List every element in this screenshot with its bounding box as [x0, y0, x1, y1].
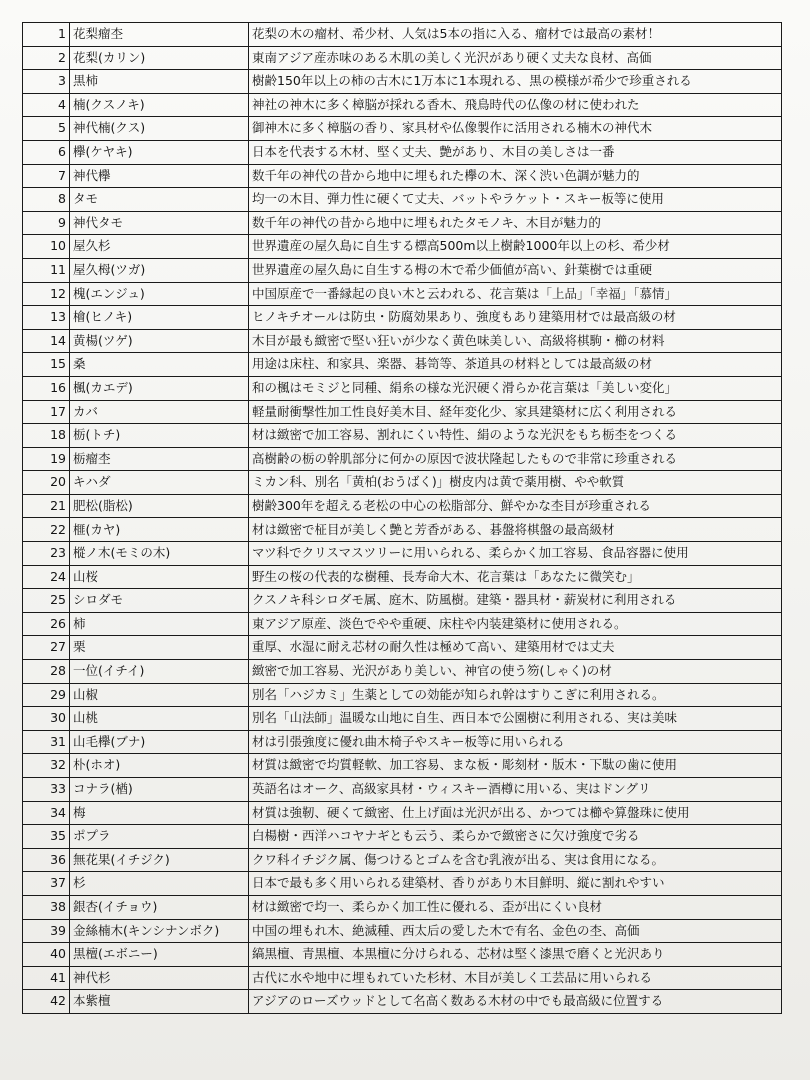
- table-row: [23, 471, 782, 495]
- table-row: [23, 730, 782, 754]
- wood-name: 花梨瘤杢: [70, 23, 249, 47]
- table-row: [23, 164, 782, 188]
- row-number: 19: [23, 447, 70, 471]
- table-row: [23, 683, 782, 707]
- wood-name: 杉: [70, 872, 249, 896]
- wood-description: 世界遺産の屋久島に自生する標高500m以上樹齢1000年以上の杉、希少材: [249, 235, 782, 259]
- row-number: 9: [23, 211, 70, 235]
- wood-description: 材は緻密で均一、柔らかく加工性に優れる、歪が出にくい良材: [249, 895, 782, 919]
- wood-description: 古代に水や地中に埋もれていた杉材、木目が美しく工芸品に用いられる: [249, 966, 782, 990]
- row-number: 28: [23, 660, 70, 684]
- wood-name: 樅ノ木(モミの木): [70, 542, 249, 566]
- table-row: [23, 518, 782, 542]
- wood-description: 用途は床柱、和家具、楽器、碁笥等、茶道具の材料としては最高級の材: [249, 353, 782, 377]
- row-number: 2: [23, 46, 70, 70]
- wood-name: 花梨(カリン): [70, 46, 249, 70]
- table-row: [23, 447, 782, 471]
- row-number: 29: [23, 683, 70, 707]
- table-row: [23, 754, 782, 778]
- table-row: [23, 943, 782, 967]
- row-number: 42: [23, 990, 70, 1014]
- row-number: 13: [23, 306, 70, 330]
- wood-description: 緻密で加工容易、光沢があり美しい、神官の使う笏(しゃく)の材: [249, 660, 782, 684]
- table-row: [23, 211, 782, 235]
- table-row: [23, 872, 782, 896]
- table-row: [23, 258, 782, 282]
- table-row: [23, 707, 782, 731]
- table-row: [23, 46, 782, 70]
- row-number: 26: [23, 612, 70, 636]
- row-number: 31: [23, 730, 70, 754]
- wood-name: 黒檀(エボニー): [70, 943, 249, 967]
- wood-description: 別名「山法師」温暖な山地に自生、西日本で公園樹に利用される、実は美味: [249, 707, 782, 731]
- row-number: 1: [23, 23, 70, 47]
- table-row: [23, 589, 782, 613]
- row-number: 24: [23, 565, 70, 589]
- wood-name: 黒柿: [70, 70, 249, 94]
- table-row: [23, 612, 782, 636]
- wood-description: ミカン科、別名「黄柏(おうばく)」樹皮内は黄で薬用樹、やや軟質: [249, 471, 782, 495]
- wood-description: 軽量耐衝撃性加工性良好美木目、経年変化少、家具建築材に広く利用される: [249, 400, 782, 424]
- row-number: 32: [23, 754, 70, 778]
- wood-description: 材は引張強度に優れ曲木椅子やスキー板等に用いられる: [249, 730, 782, 754]
- wood-description: 重厚、水湿に耐え芯材の耐久性は極めて高い、建築用材では丈夫: [249, 636, 782, 660]
- wood-name: キハダ: [70, 471, 249, 495]
- wood-description: 高樹齢の栃の幹肌部分に何かの原因で波状隆起したもので非常に珍重される: [249, 447, 782, 471]
- table-row: [23, 660, 782, 684]
- row-number: 35: [23, 825, 70, 849]
- table-row: [23, 282, 782, 306]
- wood-name: 栗: [70, 636, 249, 660]
- wood-description: 別名「ハジカミ」生薬としての効能が知られ幹はすりこぎに利用される。: [249, 683, 782, 707]
- table-row: [23, 376, 782, 400]
- wood-species-table: [22, 22, 782, 1014]
- row-number: 11: [23, 258, 70, 282]
- wood-name: 朴(ホオ): [70, 754, 249, 778]
- wood-description: 世界遺産の屋久島に自生する栂の木で希少価値が高い、針葉樹では重硬: [249, 258, 782, 282]
- wood-name: 山桜: [70, 565, 249, 589]
- wood-description: 日本で最も多く用いられる建築材、香りがあり木目鮮明、縦に割れやすい: [249, 872, 782, 896]
- table-row: [23, 895, 782, 919]
- wood-name: 楓(カエデ): [70, 376, 249, 400]
- wood-name: 黄楊(ツゲ): [70, 329, 249, 353]
- row-number: 14: [23, 329, 70, 353]
- wood-name: 梅: [70, 801, 249, 825]
- wood-name: 一位(イチイ): [70, 660, 249, 684]
- table-row: [23, 966, 782, 990]
- wood-description: 木目が最も緻密で堅い狂いが少なく黄色味美しい、高級将棋駒・櫛の材料: [249, 329, 782, 353]
- table-row: [23, 990, 782, 1014]
- wood-name: 屋久栂(ツガ): [70, 258, 249, 282]
- wood-name: 銀杏(イチョウ): [70, 895, 249, 919]
- row-number: 23: [23, 542, 70, 566]
- wood-name: 山桃: [70, 707, 249, 731]
- wood-description: 中国の埋もれ木、絶滅種、西太后の愛した木で有名、金色の杢、高価: [249, 919, 782, 943]
- table-row: [23, 801, 782, 825]
- wood-description: 野生の桜の代表的な樹種、長寿命大木、花言葉は「あなたに微笑む」: [249, 565, 782, 589]
- table-row: [23, 542, 782, 566]
- wood-name: 山毛欅(ブナ): [70, 730, 249, 754]
- table-row: [23, 400, 782, 424]
- wood-description: 白楊樹・西洋ハコヤナギとも云う、柔らかで緻密さに欠け強度で劣る: [249, 825, 782, 849]
- table-row: [23, 93, 782, 117]
- table-row: [23, 235, 782, 259]
- wood-description: クワ科イチジク属、傷つけるとゴムを含む乳液が出る、実は食用になる。: [249, 848, 782, 872]
- table-row: [23, 329, 782, 353]
- wood-name: 神代楠(クス): [70, 117, 249, 141]
- row-number: 30: [23, 707, 70, 731]
- table-row: [23, 778, 782, 802]
- wood-description: 均一の木目、弾力性に硬くて丈夫、バットやラケット・スキー板等に使用: [249, 188, 782, 212]
- table-row: [23, 140, 782, 164]
- wood-description: クスノキ科シロダモ属、庭木、防風樹。建築・器具材・薪炭材に利用される: [249, 589, 782, 613]
- wood-name: 栃(トチ): [70, 424, 249, 448]
- wood-name: 槐(エンジュ): [70, 282, 249, 306]
- row-number: 37: [23, 872, 70, 896]
- wood-name: 榧(カヤ): [70, 518, 249, 542]
- table-row: [23, 424, 782, 448]
- table-row: [23, 23, 782, 47]
- row-number: 12: [23, 282, 70, 306]
- table-row: [23, 306, 782, 330]
- wood-name: 山椒: [70, 683, 249, 707]
- row-number: 5: [23, 117, 70, 141]
- table-row: [23, 188, 782, 212]
- wood-description: 数千年の神代の昔から地中に埋もれたタモノキ、木目が魅力的: [249, 211, 782, 235]
- wood-name: 本紫檀: [70, 990, 249, 1014]
- wood-description: 樹齢150年以上の柿の古木に1万本に1本現れる、黒の模様が希少で珍重される: [249, 70, 782, 94]
- row-number: 4: [23, 93, 70, 117]
- row-number: 21: [23, 494, 70, 518]
- wood-description: 花梨の木の瘤材、希少材、人気は5本の指に入る、瘤材では最高の素材！: [249, 23, 782, 47]
- row-number: 27: [23, 636, 70, 660]
- row-number: 18: [23, 424, 70, 448]
- wood-name: 肥松(脂松): [70, 494, 249, 518]
- row-number: 40: [23, 943, 70, 967]
- wood-name: 桑: [70, 353, 249, 377]
- row-number: 17: [23, 400, 70, 424]
- wood-description: 材質は緻密で均質軽軟、加工容易、まな板・彫刻材・版木・下駄の歯に使用: [249, 754, 782, 778]
- row-number: 38: [23, 895, 70, 919]
- table-row: [23, 565, 782, 589]
- wood-name: 栃瘤杢: [70, 447, 249, 471]
- table-row: [23, 353, 782, 377]
- row-number: 6: [23, 140, 70, 164]
- table-row: [23, 848, 782, 872]
- wood-name: 屋久杉: [70, 235, 249, 259]
- row-number: 10: [23, 235, 70, 259]
- wood-description: 和の楓はモミジと同種、絹糸の様な光沢硬く滑らか花言葉は「美しい変化」: [249, 376, 782, 400]
- wood-description: 東アジア原産、淡色でやや重硬、床柱や内装建築材に使用される。: [249, 612, 782, 636]
- row-number: 25: [23, 589, 70, 613]
- row-number: 7: [23, 164, 70, 188]
- wood-name: タモ: [70, 188, 249, 212]
- wood-description: 日本を代表する木材、堅く丈夫、艶があり、木目の美しさは一番: [249, 140, 782, 164]
- wood-description: 御神木に多く樟脳の香り、家具材や仏像製作に活用される楠木の神代木: [249, 117, 782, 141]
- table-row: [23, 636, 782, 660]
- row-number: 3: [23, 70, 70, 94]
- wood-description: 縞黒檀、青黒檀、本黒檀に分けられる、芯材は堅く漆黒で磨くと光沢あり: [249, 943, 782, 967]
- row-number: 39: [23, 919, 70, 943]
- row-number: 22: [23, 518, 70, 542]
- table-row: [23, 117, 782, 141]
- wood-name: コナラ(楢): [70, 778, 249, 802]
- table-row: [23, 70, 782, 94]
- wood-description: マツ科でクリスマスツリーに用いられる、柔らかく加工容易、食品容器に使用: [249, 542, 782, 566]
- wood-name: 神代杉: [70, 966, 249, 990]
- table-row: [23, 919, 782, 943]
- row-number: 15: [23, 353, 70, 377]
- wood-description: 材は緻密で柾目が美しく艶と芳香がある、碁盤将棋盤の最高級材: [249, 518, 782, 542]
- row-number: 8: [23, 188, 70, 212]
- wood-description: アジアのローズウッドとして名高く数ある木材の中でも最高級に位置する: [249, 990, 782, 1014]
- wood-description: 樹齢300年を超える老松の中心の松脂部分、鮮やかな杢目が珍重される: [249, 494, 782, 518]
- wood-name: ポプラ: [70, 825, 249, 849]
- wood-description: 材質は強靭、硬くて緻密、仕上げ面は光沢が出る、かつては櫛や算盤珠に使用: [249, 801, 782, 825]
- wood-name: 楠(クスノキ): [70, 93, 249, 117]
- wood-name: 無花果(イチジク): [70, 848, 249, 872]
- wood-name: 神代欅: [70, 164, 249, 188]
- wood-name: 柿: [70, 612, 249, 636]
- row-number: 33: [23, 778, 70, 802]
- wood-description: 中国原産で一番縁起の良い木と云われる、花言葉は「上品」「幸福」「慕情」: [249, 282, 782, 306]
- wood-description: 神社の神木に多く樟脳が採れる香木、飛鳥時代の仏像の材に使われた: [249, 93, 782, 117]
- wood-name: シロダモ: [70, 589, 249, 613]
- wood-description: 英語名はオーク、高級家具材・ウィスキー酒樽に用いる、実はドングリ: [249, 778, 782, 802]
- wood-name: 欅(ケヤキ): [70, 140, 249, 164]
- wood-name: 金絲楠木(キンシナンボク): [70, 919, 249, 943]
- wood-name: 檜(ヒノキ): [70, 306, 249, 330]
- wood-description: ヒノキチオールは防虫・防腐効果あり、強度もあり建築用材では最高級の材: [249, 306, 782, 330]
- table-row: [23, 494, 782, 518]
- row-number: 20: [23, 471, 70, 495]
- row-number: 34: [23, 801, 70, 825]
- row-number: 16: [23, 376, 70, 400]
- wood-description: 東南アジア産赤味のある木肌の美しく光沢があり硬く丈夫な良材、高価: [249, 46, 782, 70]
- wood-description: 数千年の神代の昔から地中に埋もれた欅の木、深く渋い色調が魅力的: [249, 164, 782, 188]
- table-body: [23, 23, 782, 1014]
- table-row: [23, 825, 782, 849]
- row-number: 41: [23, 966, 70, 990]
- row-number: 36: [23, 848, 70, 872]
- wood-name: カバ: [70, 400, 249, 424]
- wood-description: 材は緻密で加工容易、割れにくい特性、絹のような光沢をもち栃杢をつくる: [249, 424, 782, 448]
- wood-name: 神代タモ: [70, 211, 249, 235]
